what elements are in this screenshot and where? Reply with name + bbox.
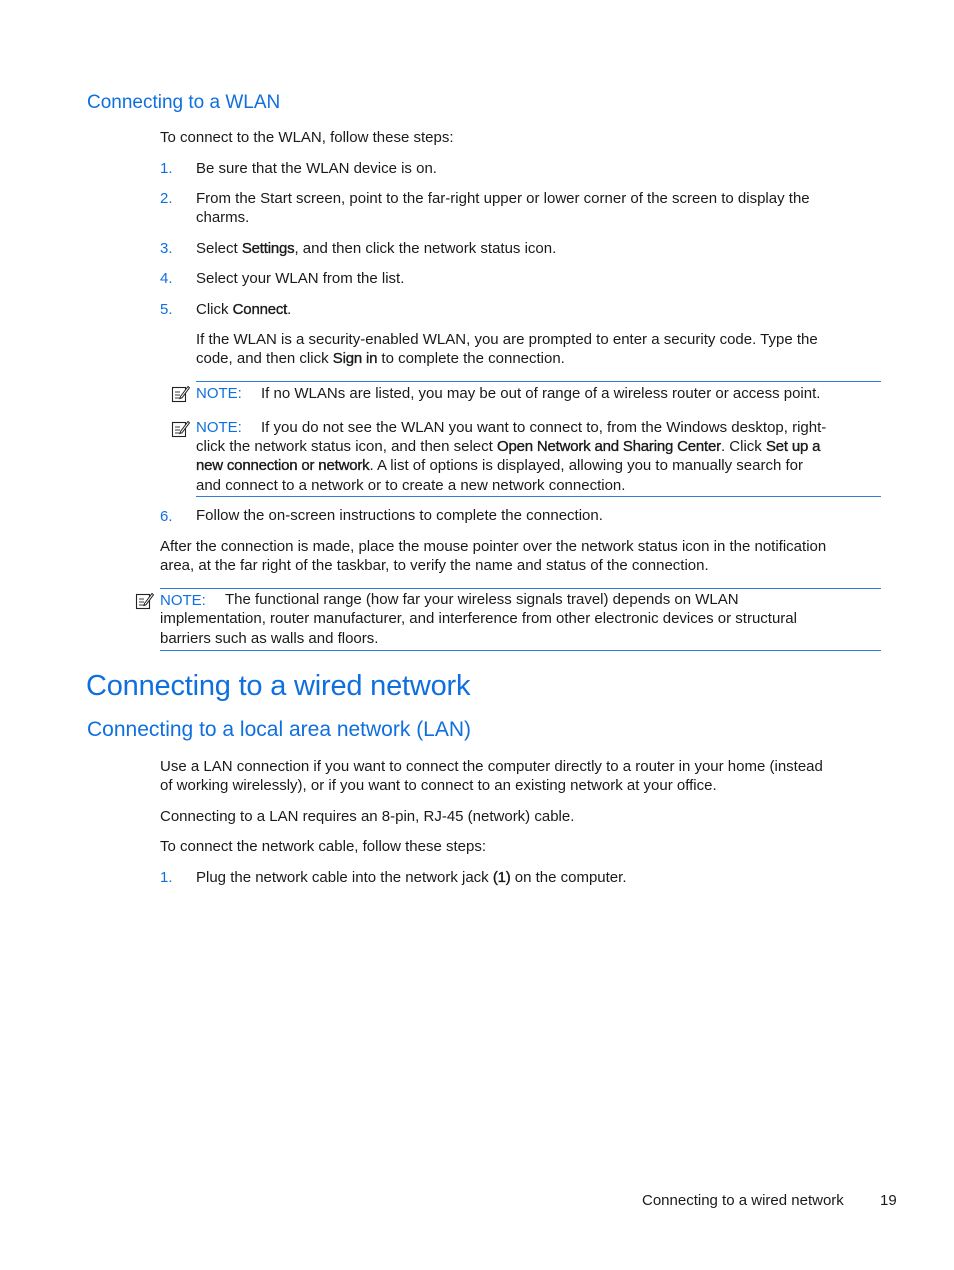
ui-term: Open Network and Sharing Center xyxy=(497,438,721,455)
step-number: 6. xyxy=(160,508,173,525)
note-text: new connection or network. A list of options is displayed, allowing you to manually search for xyxy=(196,457,804,474)
lan-subheading: Connecting to a local area network (LAN) xyxy=(87,718,472,741)
note-text: click the network status icon, and then select Open Network and Sharing Center. Click Set up a xyxy=(196,438,821,455)
note-text: implementation, router manufacturer, and interference from other electronic devices or structural xyxy=(160,610,797,627)
lan-paragraph: of working wirelessly), or if you want to connect to an existing network at your office. xyxy=(160,777,717,794)
note-label: NOTE: xyxy=(196,385,242,402)
lan-paragraph: Connecting to a LAN requires an 8-pin, RJ-45 (network) cable. xyxy=(160,808,575,825)
note-text: The functional range (how far your wireless signals travel) depends on WLAN xyxy=(225,591,739,608)
step5-paragraph: code, and then click Sign in to complete the connection. xyxy=(196,350,565,367)
step-text: From the Start screen, point to the far-right upper or lower corner of the screen to display the xyxy=(196,190,810,207)
step-text: charms. xyxy=(196,209,250,226)
step-number: 4. xyxy=(160,270,173,287)
ui-term: Connect xyxy=(232,301,288,318)
note-text: barriers such as walls and floors. xyxy=(160,630,379,647)
step-number: 5. xyxy=(160,301,173,318)
note-text: If no WLANs are listed, you may be out of range of a wireless router or access point. xyxy=(261,385,821,402)
after-paragraph: After the connection is made, place the mouse pointer over the network status icon in the notification xyxy=(160,538,827,555)
note-rule-top xyxy=(196,381,881,382)
wired-network-heading: Connecting to a wired network xyxy=(86,670,471,702)
ui-term: Sign in xyxy=(332,350,378,367)
note-pencil-icon xyxy=(135,591,154,610)
note-label: NOTE: xyxy=(160,592,206,609)
step-text: Follow the on-screen instructions to complete the connection. xyxy=(196,507,603,524)
ui-term: Settings xyxy=(241,240,295,257)
footer-section-title: Connecting to a wired network xyxy=(642,1192,844,1209)
callout-number: (1) xyxy=(492,869,511,886)
step-number: 1. xyxy=(160,160,173,177)
step-number: 3. xyxy=(160,240,173,257)
lan-paragraph: To connect the network cable, follow these steps: xyxy=(160,838,487,855)
note-rule-top xyxy=(160,588,881,589)
ui-term: new connection or network xyxy=(196,457,370,474)
step-text: Select Settings, and then click the network status icon. xyxy=(196,240,557,257)
after-paragraph: area, at the far right of the taskbar, to verify the name and status of the connection. xyxy=(160,557,709,574)
step-number: 2. xyxy=(160,190,173,207)
step-number: 1. xyxy=(160,869,173,886)
ui-term: Set up a xyxy=(765,438,821,455)
step5-paragraph: If the WLAN is a security-enabled WLAN, you are prompted to enter a security code. Type the xyxy=(196,331,818,348)
step-text: Be sure that the WLAN device is on. xyxy=(196,160,437,177)
note-label: NOTE: xyxy=(196,419,242,436)
wlan-heading: Connecting to a WLAN xyxy=(87,92,281,113)
note-rule-bottom xyxy=(160,650,881,651)
note-rule-bottom xyxy=(196,496,881,497)
step-text: Select your WLAN from the list. xyxy=(196,270,405,287)
note-text: If you do not see the WLAN you want to connect to, from the Windows desktop, right- xyxy=(261,419,827,436)
step-text: Click Connect. xyxy=(196,301,292,318)
step-text: Plug the network cable into the network jack (1) on the computer. xyxy=(196,869,627,886)
note-pencil-icon xyxy=(171,384,190,403)
note-pencil-icon xyxy=(171,419,190,438)
wlan-intro: To connect to the WLAN, follow these steps: xyxy=(160,129,454,146)
lan-paragraph: Use a LAN connection if you want to connect the computer directly to a router in your home (instead xyxy=(160,758,823,775)
note-text: and connect to a network or to create a new network connection. xyxy=(196,477,626,494)
page-number: 19 xyxy=(880,1192,897,1209)
